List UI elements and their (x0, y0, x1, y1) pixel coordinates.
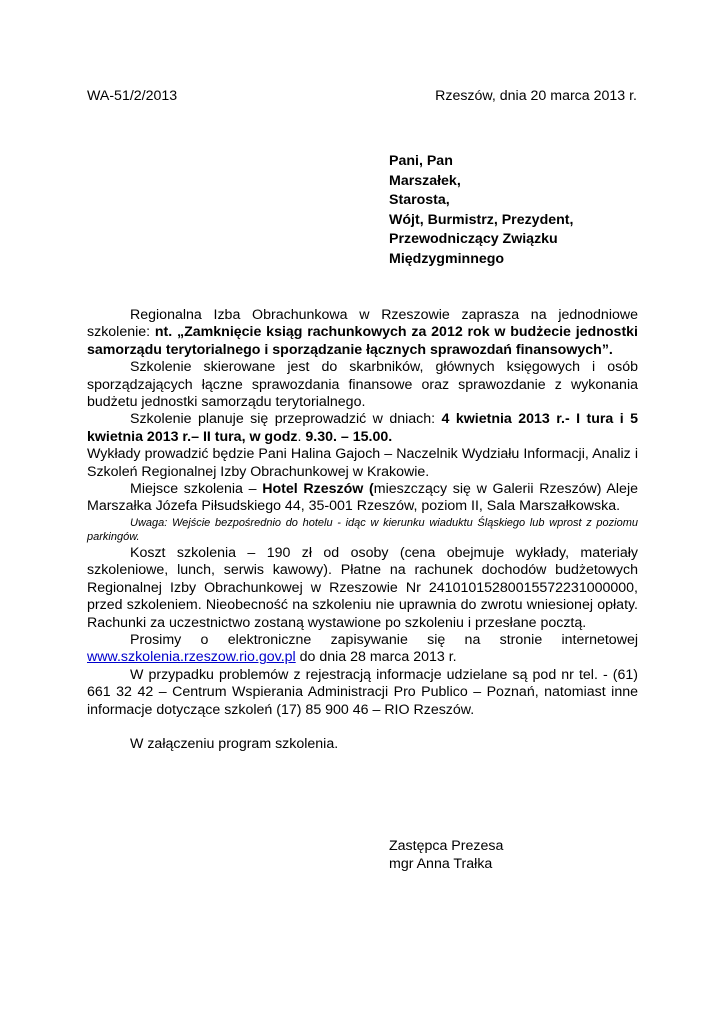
dates-separator: . (297, 428, 306, 445)
addressee-block (389, 152, 573, 270)
paragraph-registration (87, 632, 638, 667)
registration-deadline: do dnia 28 marca 2013 r. (295, 649, 457, 666)
addressee-line: Pani, Pan (389, 153, 453, 169)
addressee-line: Marszałek, (389, 172, 461, 189)
registration-link[interactable]: www.szkolenia.rzeszow.rio.gov.pl (87, 649, 296, 666)
paragraph-audience: Szkolenie skierowane jest do skarbników, głównych księgowych i osób sporządzających łączne sprawozdania finansowe oraz sprawozdanie z wykonania budżetu jednostki samorządu terytorialnego. (87, 359, 638, 411)
place-date: Rzeszów, dnia 20 marca 2013 r. (435, 88, 637, 104)
paragraph-dates (87, 411, 638, 446)
signature-block (389, 837, 503, 873)
paragraph-contact: W przypadku problemów z rejestracją informacje udzielane są pod nr tel. - (61) 661 32 42 – Centrum Wspierania Administracji Pro Publico – Poznań, natomiast inne informacje dotyczące szkoleń (17) 85 900 46 – RIO Rzeszów. (87, 666, 638, 718)
venue-note: Uwaga: Wejście bezpośrednio do hotelu - idąc w kierunku wiaduktu Śląskiego lub wprost z poziomu parkingów. (87, 516, 638, 543)
invitation-text: Regionalna Izba Obrachunkowa w Rzeszowie zaprasza na jednodniowe szkolenie: (87, 307, 638, 341)
paragraph-venue (87, 481, 638, 516)
addressee-line: Wójt, Burmistrz, Prezydent, (389, 211, 574, 228)
reference-number: WA-51/2/2013 (87, 88, 178, 104)
training-hours: 9.30. – 15.00. (305, 428, 393, 445)
letter-body (87, 307, 638, 753)
paragraph-invitation (87, 307, 638, 359)
training-dates: 4 kwietnia 2013 r.- I tura i 5 kwietnia 2013 r.– II tura, w godz (87, 411, 638, 445)
venue-address: mieszczący się w Galerii Rzeszów) Aleje Marszałka Józefa Piłsudskiego 44, 35-001 Rzeszów, poziom II, Sala Marszałkowska. (87, 481, 638, 515)
addressee-line: Międzygminnego (389, 250, 505, 267)
venue-name: Hotel Rzeszów ( (262, 481, 374, 498)
signatory-name: mgr Anna Trałka (389, 856, 493, 872)
paragraph-lecturer: Wykłady prowadzić będzie Pani Halina Gajoch – Naczelnik Wydziału Informacji, Analiz i Szkoleń Regionalnej Izby Obrachunkowej w Krakowie. (87, 446, 638, 480)
paragraph-cost: Koszt szkolenia – 190 zł od osoby (cena obejmuje wykłady, materiały szkoleniowe, lunch, serwis kawowy). Płatne na rachunek dochodów budżetowych Regionalnej Izby Obrachunkowej w Rzeszowie Nr 24101015280015572231000000, przed szkoleniem. Nieobecność na szkoleniu nie uprawnia do zwrotu wniesionej opłaty. Rachunki za uczestnictwo zostaną wystawione po szkoleniu i przesłane pocztą. (87, 544, 638, 631)
signatory-title: Zastępca Prezesa (389, 838, 504, 854)
dates-intro: Szkolenie planuje się przeprowadzić w dniach: (130, 411, 442, 428)
addressee-line: Starosta, (389, 192, 450, 209)
paragraph-enclosure: W załączeniu program szkolenia. (130, 735, 339, 752)
training-topic: nt. „Zamknięcie ksiąg rachunkowych za 2012 rok w budżecie jednostki samorządu terytorialnego i sporządzanie łącznych sprawozdań finansowych”. (87, 324, 639, 358)
addressee-line: Przewodniczący Związku (389, 231, 558, 248)
venue-intro: Miejsce szkolenia – (130, 481, 263, 498)
registration-text: Prosimy o elektroniczne zapisywanie się na stronie internetowej (130, 631, 638, 648)
